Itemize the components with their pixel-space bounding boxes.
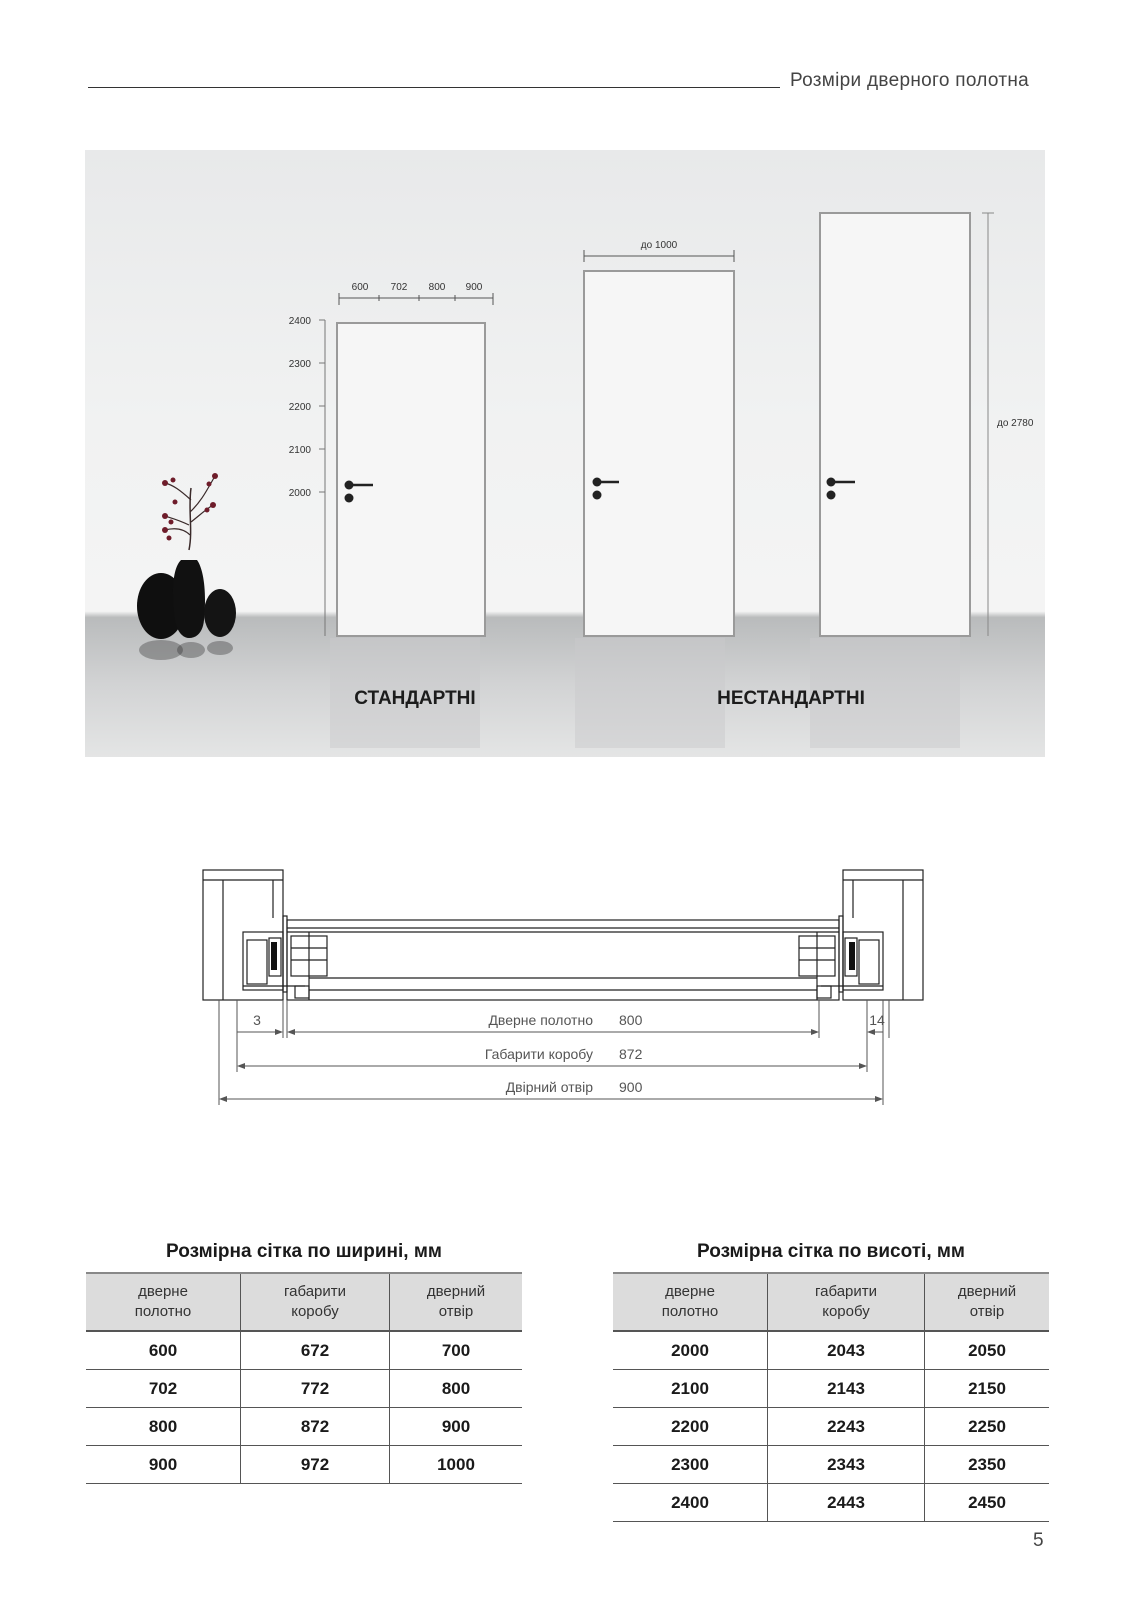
table-cell: 2050 bbox=[925, 1331, 1050, 1370]
column-header: дверний отвір bbox=[390, 1273, 523, 1331]
width-table-title: Розмірна сітка по ширині, мм bbox=[166, 1241, 442, 1262]
leaf-dimension-label: Дверне полотно bbox=[488, 1012, 593, 1028]
opening-dimension-value: 900 bbox=[619, 1079, 643, 1095]
table-cell: 600 bbox=[86, 1331, 241, 1370]
nonstandard-door-wide bbox=[584, 271, 734, 636]
table-row bbox=[613, 1408, 1049, 1446]
table-cell: 2400 bbox=[613, 1484, 768, 1522]
table-cell: 772 bbox=[241, 1370, 390, 1408]
width-size-table bbox=[86, 1272, 522, 1484]
opening-dimension-label: Двірний отвір bbox=[505, 1079, 593, 1095]
table-cell: 2250 bbox=[925, 1408, 1050, 1446]
gap-left-label: 3 bbox=[253, 1012, 261, 1028]
table-cell: 1000 bbox=[390, 1446, 523, 1484]
height-mark-2300: 2300 bbox=[288, 359, 311, 370]
table-row bbox=[613, 1446, 1049, 1484]
frame-dimension-label: Габарити коробу bbox=[484, 1046, 593, 1062]
table-cell: 2143 bbox=[768, 1370, 925, 1408]
leaf-dimension-value: 800 bbox=[619, 1012, 643, 1028]
nonstandard-label: НЕСТАНДАРТНІ bbox=[717, 688, 865, 709]
width-mark-600: 600 bbox=[351, 282, 369, 293]
table-cell: 2150 bbox=[925, 1370, 1050, 1408]
table-row bbox=[613, 1370, 1049, 1408]
height-mark-2400: 2400 bbox=[288, 316, 311, 327]
table-cell: 800 bbox=[390, 1370, 523, 1408]
table-cell: 672 bbox=[241, 1331, 390, 1370]
table-row bbox=[613, 1484, 1049, 1522]
standard-label: СТАНДАРТНІ bbox=[354, 688, 476, 709]
height-mark-2000: 2000 bbox=[288, 488, 311, 499]
table-cell: 2300 bbox=[613, 1446, 768, 1484]
table-cell: 2450 bbox=[925, 1484, 1050, 1522]
nonstandard-door-tall bbox=[820, 213, 970, 636]
frame-dimension-value: 872 bbox=[619, 1046, 643, 1062]
table-cell: 2200 bbox=[613, 1408, 768, 1446]
table-cell: 2043 bbox=[768, 1331, 925, 1370]
table-cell: 972 bbox=[241, 1446, 390, 1484]
height-mark-2100: 2100 bbox=[288, 445, 311, 456]
page-number: 5 bbox=[1033, 1530, 1044, 1551]
doors-photo bbox=[85, 150, 1045, 757]
table-row bbox=[613, 1331, 1049, 1370]
table-cell: 872 bbox=[241, 1408, 390, 1446]
table-cell: 702 bbox=[86, 1370, 241, 1408]
height-size-table bbox=[613, 1272, 1049, 1522]
table-cell: 700 bbox=[390, 1331, 523, 1370]
standard-door bbox=[337, 323, 485, 636]
column-header: дверний отвір bbox=[925, 1273, 1050, 1331]
height-mark-2200: 2200 bbox=[288, 402, 311, 413]
table-cell: 900 bbox=[390, 1408, 523, 1446]
table-cell: 800 bbox=[86, 1408, 241, 1446]
column-header: габарити коробу bbox=[768, 1273, 925, 1331]
table-row bbox=[86, 1408, 522, 1446]
table-row bbox=[86, 1446, 522, 1484]
table-row bbox=[86, 1331, 522, 1370]
column-header: габарити коробу bbox=[241, 1273, 390, 1331]
header-rule bbox=[88, 87, 780, 88]
width-mark-702: 702 bbox=[390, 282, 408, 293]
page-title: Розміри дверного полотна bbox=[790, 70, 1030, 91]
table-cell: 2000 bbox=[613, 1331, 768, 1370]
column-header: дверне полотно bbox=[86, 1273, 241, 1331]
width-mark-800: 800 bbox=[428, 282, 446, 293]
table-cell: 2243 bbox=[768, 1408, 925, 1446]
nonstandard-width-label: до 1000 bbox=[640, 240, 678, 251]
table-cell: 2350 bbox=[925, 1446, 1050, 1484]
table-cell: 900 bbox=[86, 1446, 241, 1484]
table-cell: 2343 bbox=[768, 1446, 925, 1484]
width-mark-900: 900 bbox=[465, 282, 483, 293]
table-row bbox=[86, 1370, 522, 1408]
nonstandard-height-label: до 2780 bbox=[997, 418, 1034, 429]
table-cell: 2100 bbox=[613, 1370, 768, 1408]
column-header: дверне полотно bbox=[613, 1273, 768, 1331]
vase-decoration bbox=[137, 473, 236, 660]
height-table-title: Розмірна сітка по висоті, мм bbox=[697, 1241, 965, 1262]
door-section-drawing bbox=[195, 860, 935, 1110]
table-cell: 2443 bbox=[768, 1484, 925, 1522]
gap-right-label: 14 bbox=[869, 1012, 885, 1028]
